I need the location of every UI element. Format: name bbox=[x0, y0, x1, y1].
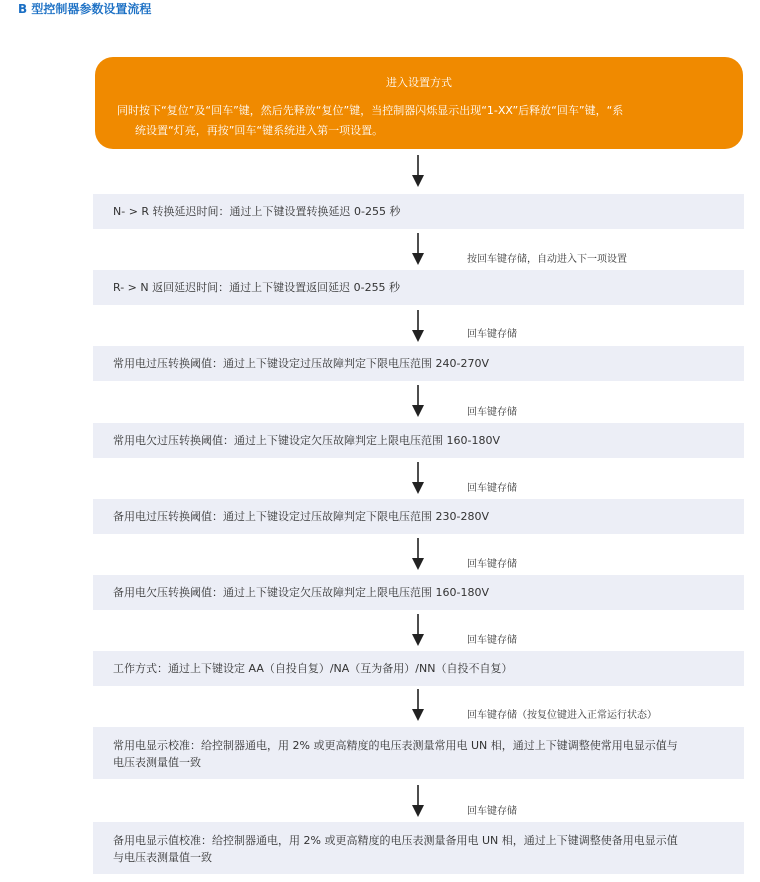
down-arrow-icon bbox=[411, 385, 425, 417]
step-line-1: 备用电显示值校准：给控制器通电，用 2% 或更高精度的电压表测量备用电 UN 相，通过上下键调整使备用电显示值 bbox=[113, 834, 678, 847]
step-main-calibration bbox=[93, 727, 744, 779]
note-8: 回车键存储 bbox=[467, 806, 517, 817]
step-line-1: 常用电显示校准：给控制器通电，用 2% 或更高精度的电压表测量常用电 UN 相，通过上下键调整使常用电显示值与 bbox=[113, 739, 678, 752]
down-arrow-icon bbox=[411, 689, 425, 721]
intro-line-2: 统设置“灯亮，再按”回车“键系统进入第一项设置。 bbox=[135, 124, 384, 137]
step-transfer-delay: N- > R 转换延迟时间：通过上下键设置转换延迟 0-255 秒 bbox=[93, 194, 744, 229]
down-arrow-icon bbox=[411, 785, 425, 817]
down-arrow-icon bbox=[411, 462, 425, 494]
intro-line-1: 同时按下“复位”及“回车”键，然后先释放“复位”键，当控制器闪烁显示出现“1-XX”后释放“回车”键，“系 bbox=[117, 104, 624, 117]
down-arrow-icon bbox=[411, 538, 425, 570]
page-title: B 型控制器参数设置流程 bbox=[18, 2, 152, 16]
step-work-mode: 工作方式：通过上下键设定 AA（自投自复）/NA（互为备用）/NN（自投不自复） bbox=[93, 651, 744, 686]
step-main-undervoltage: 常用电欠过压转换阈值：通过上下键设定欠压故障判定上限电压范围 160-180V bbox=[93, 423, 744, 458]
step-line-2: 与电压表测量值一致 bbox=[113, 851, 212, 864]
step-main-overvoltage: 常用电过压转换阈值：通过上下键设定过压故障判定下限电压范围 240-270V bbox=[93, 346, 744, 381]
step-return-delay: R- > N 返回延迟时间：通过上下键设置返回延迟 0-255 秒 bbox=[93, 270, 744, 305]
down-arrow-icon bbox=[411, 614, 425, 646]
intro-box bbox=[95, 57, 743, 149]
note-6: 回车键存储 bbox=[467, 635, 517, 646]
step-backup-overvoltage: 备用电过压转换阈值：通过上下键设定过压故障判定下限电压范围 230-280V bbox=[93, 499, 744, 534]
down-arrow-icon bbox=[411, 155, 425, 187]
note-3: 回车键存储 bbox=[467, 407, 517, 418]
note-2: 回车键存储 bbox=[467, 329, 517, 340]
note-1: 按回车键存储，自动进入下一项设置 bbox=[467, 254, 627, 265]
step-line-2: 电压表测量值一致 bbox=[113, 756, 201, 769]
intro-heading: 进入设置方式 bbox=[386, 76, 452, 89]
step-backup-undervoltage: 备用电欠压转换阈值：通过上下键设定欠压故障判定上限电压范围 160-180V bbox=[93, 575, 744, 610]
note-4: 回车键存储 bbox=[467, 483, 517, 494]
step-backup-calibration bbox=[93, 822, 744, 874]
down-arrow-icon bbox=[411, 233, 425, 265]
note-5: 回车键存储 bbox=[467, 559, 517, 570]
note-7: 回车键存储（按复位键进入正常运行状态） bbox=[467, 710, 657, 721]
down-arrow-icon bbox=[411, 310, 425, 342]
